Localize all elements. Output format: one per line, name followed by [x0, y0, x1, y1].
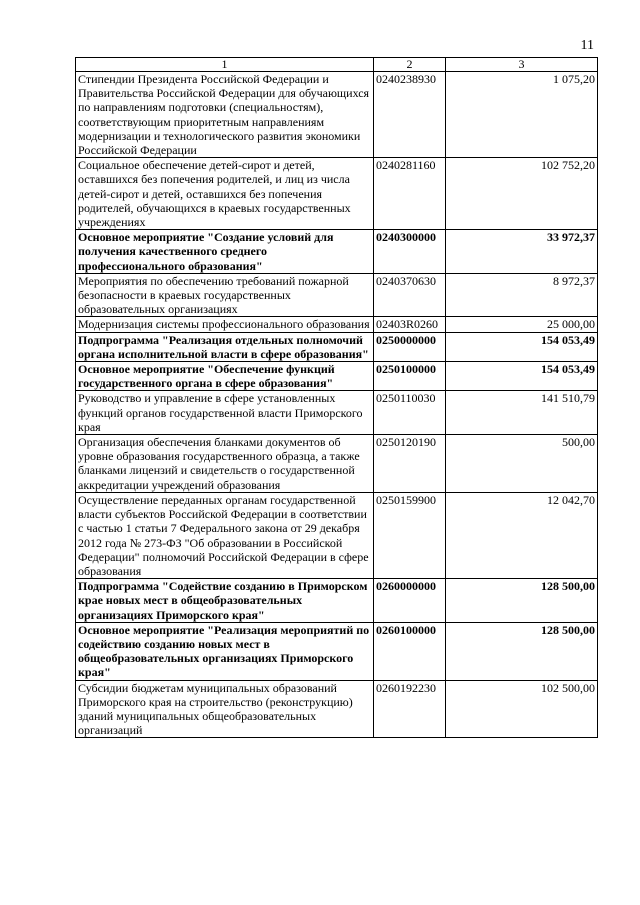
row-amount: 1 075,20	[446, 72, 598, 158]
table-row	[76, 273, 598, 317]
table-row	[76, 72, 598, 158]
row-amount: 128 500,00	[446, 622, 598, 680]
row-name: Осуществление переданных органам государственной власти субъектов Российской Федерации в соответствии с частью 1 статьи 7 Федерального закона от 29 декабря 2012 года № 273-ФЗ "Об образовании в Российской Федерации" полномочий Российской Федерации в сфере образования	[76, 492, 374, 578]
row-amount: 500,00	[446, 435, 598, 493]
table-row	[76, 435, 598, 493]
row-code: 0240281160	[374, 158, 446, 230]
row-amount: 154 053,49	[446, 332, 598, 361]
row-name: Социальное обеспечение детей-сирот и детей, оставшихся без попечения родителей, и лиц из числа детей-сирот и детей, оставшихся без попечения родителей, обучающихся в краевых государственных учреждениях	[76, 158, 374, 230]
row-amount: 141 510,79	[446, 391, 598, 435]
table-row	[76, 622, 598, 680]
table-row	[76, 332, 598, 361]
row-name: Руководство и управление в сфере установленных функций органов государственной власти Приморского края	[76, 391, 374, 435]
row-name: Подпрограмма "Реализация отдельных полномочий органа исполнительной власти в сфере образования"	[76, 332, 374, 361]
row-amount: 128 500,00	[446, 579, 598, 623]
table-row	[76, 230, 598, 274]
table-row	[76, 680, 598, 738]
budget-table	[75, 57, 598, 738]
row-name: Модернизация системы профессионального образования	[76, 317, 374, 332]
table-row	[76, 158, 598, 230]
table-row	[76, 492, 598, 578]
row-amount: 154 053,49	[446, 362, 598, 391]
row-code: 0240300000	[374, 230, 446, 274]
table-row	[76, 579, 598, 623]
table-row	[76, 362, 598, 391]
header-col-1: 1	[76, 58, 374, 72]
row-name: Основное мероприятие "Создание условий для получения качественного среднего профессионального образования"	[76, 230, 374, 274]
row-amount: 8 972,37	[446, 273, 598, 317]
row-code: 0250100000	[374, 362, 446, 391]
row-code: 0250000000	[374, 332, 446, 361]
row-name: Организация обеспечения бланками документов об уровне образования государственного образца, а также бланками лицензий и свидетельств о государственной аккредитации учреждений образования	[76, 435, 374, 493]
row-code: 0250159900	[374, 492, 446, 578]
row-amount: 33 972,37	[446, 230, 598, 274]
header-col-2: 2	[374, 58, 446, 72]
row-amount: 25 000,00	[446, 317, 598, 332]
row-code: 0250110030	[374, 391, 446, 435]
row-code: 0240370630	[374, 273, 446, 317]
row-code: 0260192230	[374, 680, 446, 738]
row-amount: 102 500,00	[446, 680, 598, 738]
header-col-3: 3	[446, 58, 598, 72]
row-amount: 102 752,20	[446, 158, 598, 230]
row-name: Мероприятия по обеспечению требований пожарной безопасности в краевых государственных образовательных организациях	[76, 273, 374, 317]
row-name: Основное мероприятие "Реализация мероприятий по содействию созданию новых мест в общеобразовательных организациях Приморского края"	[76, 622, 374, 680]
table-row	[76, 317, 598, 332]
row-code: 0240238930	[374, 72, 446, 158]
row-name: Субсидии бюджетам муниципальных образований Приморского края на строительство (реконструкцию) зданий муниципальных общеобразовательных организаций	[76, 680, 374, 738]
row-code: 02403R0260	[374, 317, 446, 332]
row-name: Подпрограмма "Содействие созданию в Приморском крае новых мест в общеобразовательных организациях Приморского края"	[76, 579, 374, 623]
row-code: 0260000000	[374, 579, 446, 623]
row-name: Стипендии Президента Российской Федерации и Правительства Российской Федерации для обучающихся по направлениям подготовки (специальностям), соответствующим приоритетным направлениям модернизации и технологического развития экономики Российской Федерации	[76, 72, 374, 158]
row-code: 0260100000	[374, 622, 446, 680]
row-name: Основное мероприятие "Обеспечение функций государственного органа в сфере образования"	[76, 362, 374, 391]
row-amount: 12 042,70	[446, 492, 598, 578]
table-row	[76, 391, 598, 435]
table-header-row	[76, 58, 598, 72]
page-number: 11	[580, 38, 594, 53]
row-code: 0250120190	[374, 435, 446, 493]
